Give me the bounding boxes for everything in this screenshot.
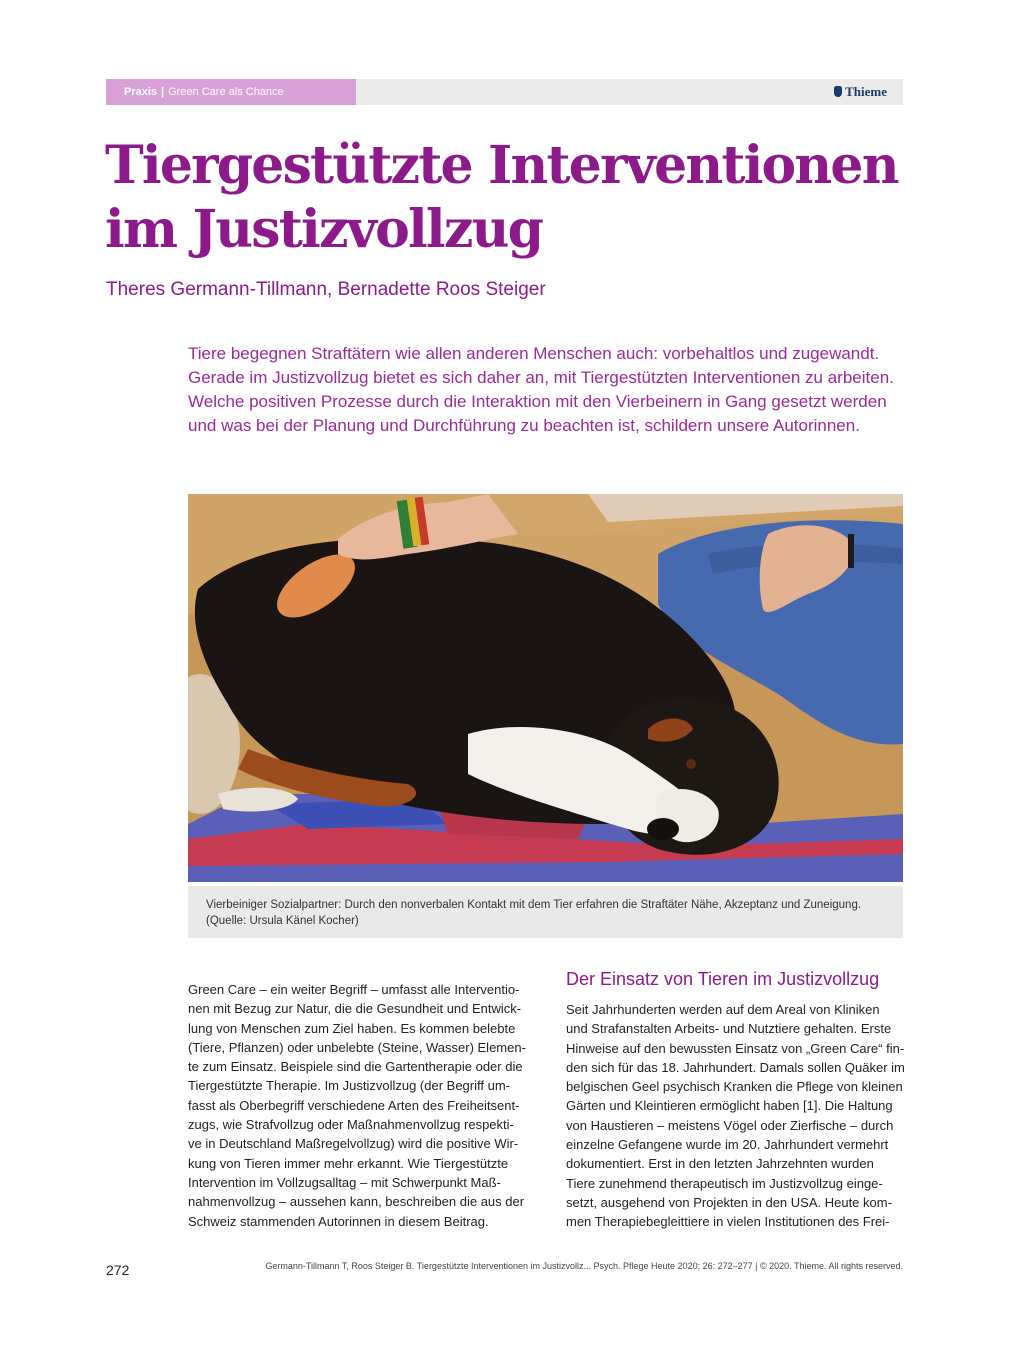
section-separator: | (161, 86, 165, 98)
article-photo (188, 494, 903, 882)
dog-photo-illustration (188, 494, 903, 882)
body-line: Green Care – ein weiter Begriff – umfasst alle Interventio- (188, 982, 520, 997)
body-left-column (188, 980, 528, 1231)
footer-citation: Germann-Tillmann T, Roos Steiger B. Tiergestützte Interventionen im Justizvollz... Psych. Pflege Heute 2020; 26: 272–277 | © 2020. Thieme. All rights reserved. (265, 1261, 903, 1271)
article-abstract: Tiere begegnen Straftätern wie allen anderen Menschen auch: vorbehaltlos und zugewandt. Gerade im Justizvollzug bietet es sich daher an, mit Tiergestützten Interventionen zu arbeiten. Welche positiven Prozesse durch die Interaktion mit den Vierbeinern in Gang gesetzt werden und was bei der Planung und Durchführung zu beachten ist, schildern unsere Autorinnen. (188, 344, 894, 435)
article-title (105, 134, 925, 262)
body-line: Schweiz stammenden Autorinnen in diesem Beitrag. (188, 1213, 489, 1229)
body-line: belgischen Geel psychisch Kranken die Pflege von kleinen (566, 1079, 903, 1095)
page-number: 272 (106, 1262, 130, 1278)
body-line: Seit Jahrhunderten werden auf dem Areal von Kliniken (566, 1002, 880, 1017)
body-line: setzt, ausgehend von Projekten in den USA. Heute kom- (566, 1194, 892, 1210)
body-line: einzelne Gefangene wurde im 20. Jahrhundert vermehrt (566, 1137, 889, 1153)
body-line: men Therapiebegleittiere in vielen Institutionen des Frei- (566, 1214, 890, 1230)
body-line: Hinweise auf den bewussten Einsatz von „Green Care“ fin- (566, 1040, 905, 1056)
body-line: dokumentiert. Erst in den letzten Jahrzehnten wurden (566, 1156, 874, 1172)
caption-text: Vierbeiniger Sozialpartner: Durch den nonverbalen Kontakt mit dem Tier erfahren die Straftäter Nähe, Akzeptanz und Zuneigung. (206, 899, 862, 911)
publisher-name: Thieme (845, 84, 887, 99)
publisher-logo (834, 79, 887, 105)
body-line: von Haustieren – meistens Vögel oder Zierfische – durch (566, 1117, 894, 1133)
body-line: ve in Deutschland Maßregelvollzug) wird die positive Wir- (188, 1136, 519, 1152)
body-line: zugs, wie Strafvollzug oder Maßnahmenvollzug respekti- (188, 1117, 514, 1133)
body-line: Gärten und Kleintieren ermöglicht haben [1]. Die Haltung (566, 1098, 893, 1114)
section-name: Praxis (124, 86, 158, 98)
title-line-1: Tiergestützte Interventionen (105, 135, 898, 196)
body-line: nen mit Bezug zur Natur, die die Gesundheit und Entwick- (188, 1001, 522, 1017)
figure-caption (188, 886, 903, 938)
body-line: den sich für das 18. Jahrhundert. Damals sollen Quäker im (566, 1059, 905, 1075)
section-label (106, 79, 356, 105)
title-line-2: im Justizvollzug (105, 199, 543, 260)
body-line: Tiergestützte Therapie. Im Justizvollzug (der Begriff um- (188, 1078, 510, 1094)
thieme-shield-icon (834, 86, 842, 97)
body-line: und Strafanstalten Arbeits- und Nutztiere gehalten. Erste (566, 1021, 892, 1037)
body-line: lung von Menschen zum Ziel haben. Es kommen belebte (188, 1020, 516, 1036)
body-line: te zum Einsatz. Beispiele sind die Gartentherapie oder die (188, 1059, 523, 1075)
body-line: (Tiere, Pflanzen) oder unbelebte (Steine, Wasser) Elemen- (188, 1039, 526, 1055)
body-line: Tiere zunehmend therapeutisch im Justizvollzug einge- (566, 1175, 883, 1191)
article-authors: Theres Germann-Tillmann, Bernadette Roos Steiger (106, 279, 546, 300)
body-line: Intervention im Vollzugsalltag – mit Schwerpunkt Maß- (188, 1174, 501, 1190)
body-line: nahmenvollzug – aussehen kann, beschreiben die aus der (188, 1194, 525, 1210)
body-right-column (566, 1000, 906, 1232)
caption-source: (Quelle: Ursula Känel Kocher) (206, 915, 359, 927)
body-line: kung von Tieren immer mehr erkannt. Wie Tiergestützte (188, 1155, 509, 1171)
running-header (106, 79, 903, 105)
subsection-name: Green Care als Chance (168, 86, 284, 98)
section-heading: Der Einsatz von Tieren im Justizvollzug (566, 969, 880, 989)
body-line: fasst als Oberbegriff verschiedene Arten des Freiheitsent- (188, 1097, 520, 1113)
